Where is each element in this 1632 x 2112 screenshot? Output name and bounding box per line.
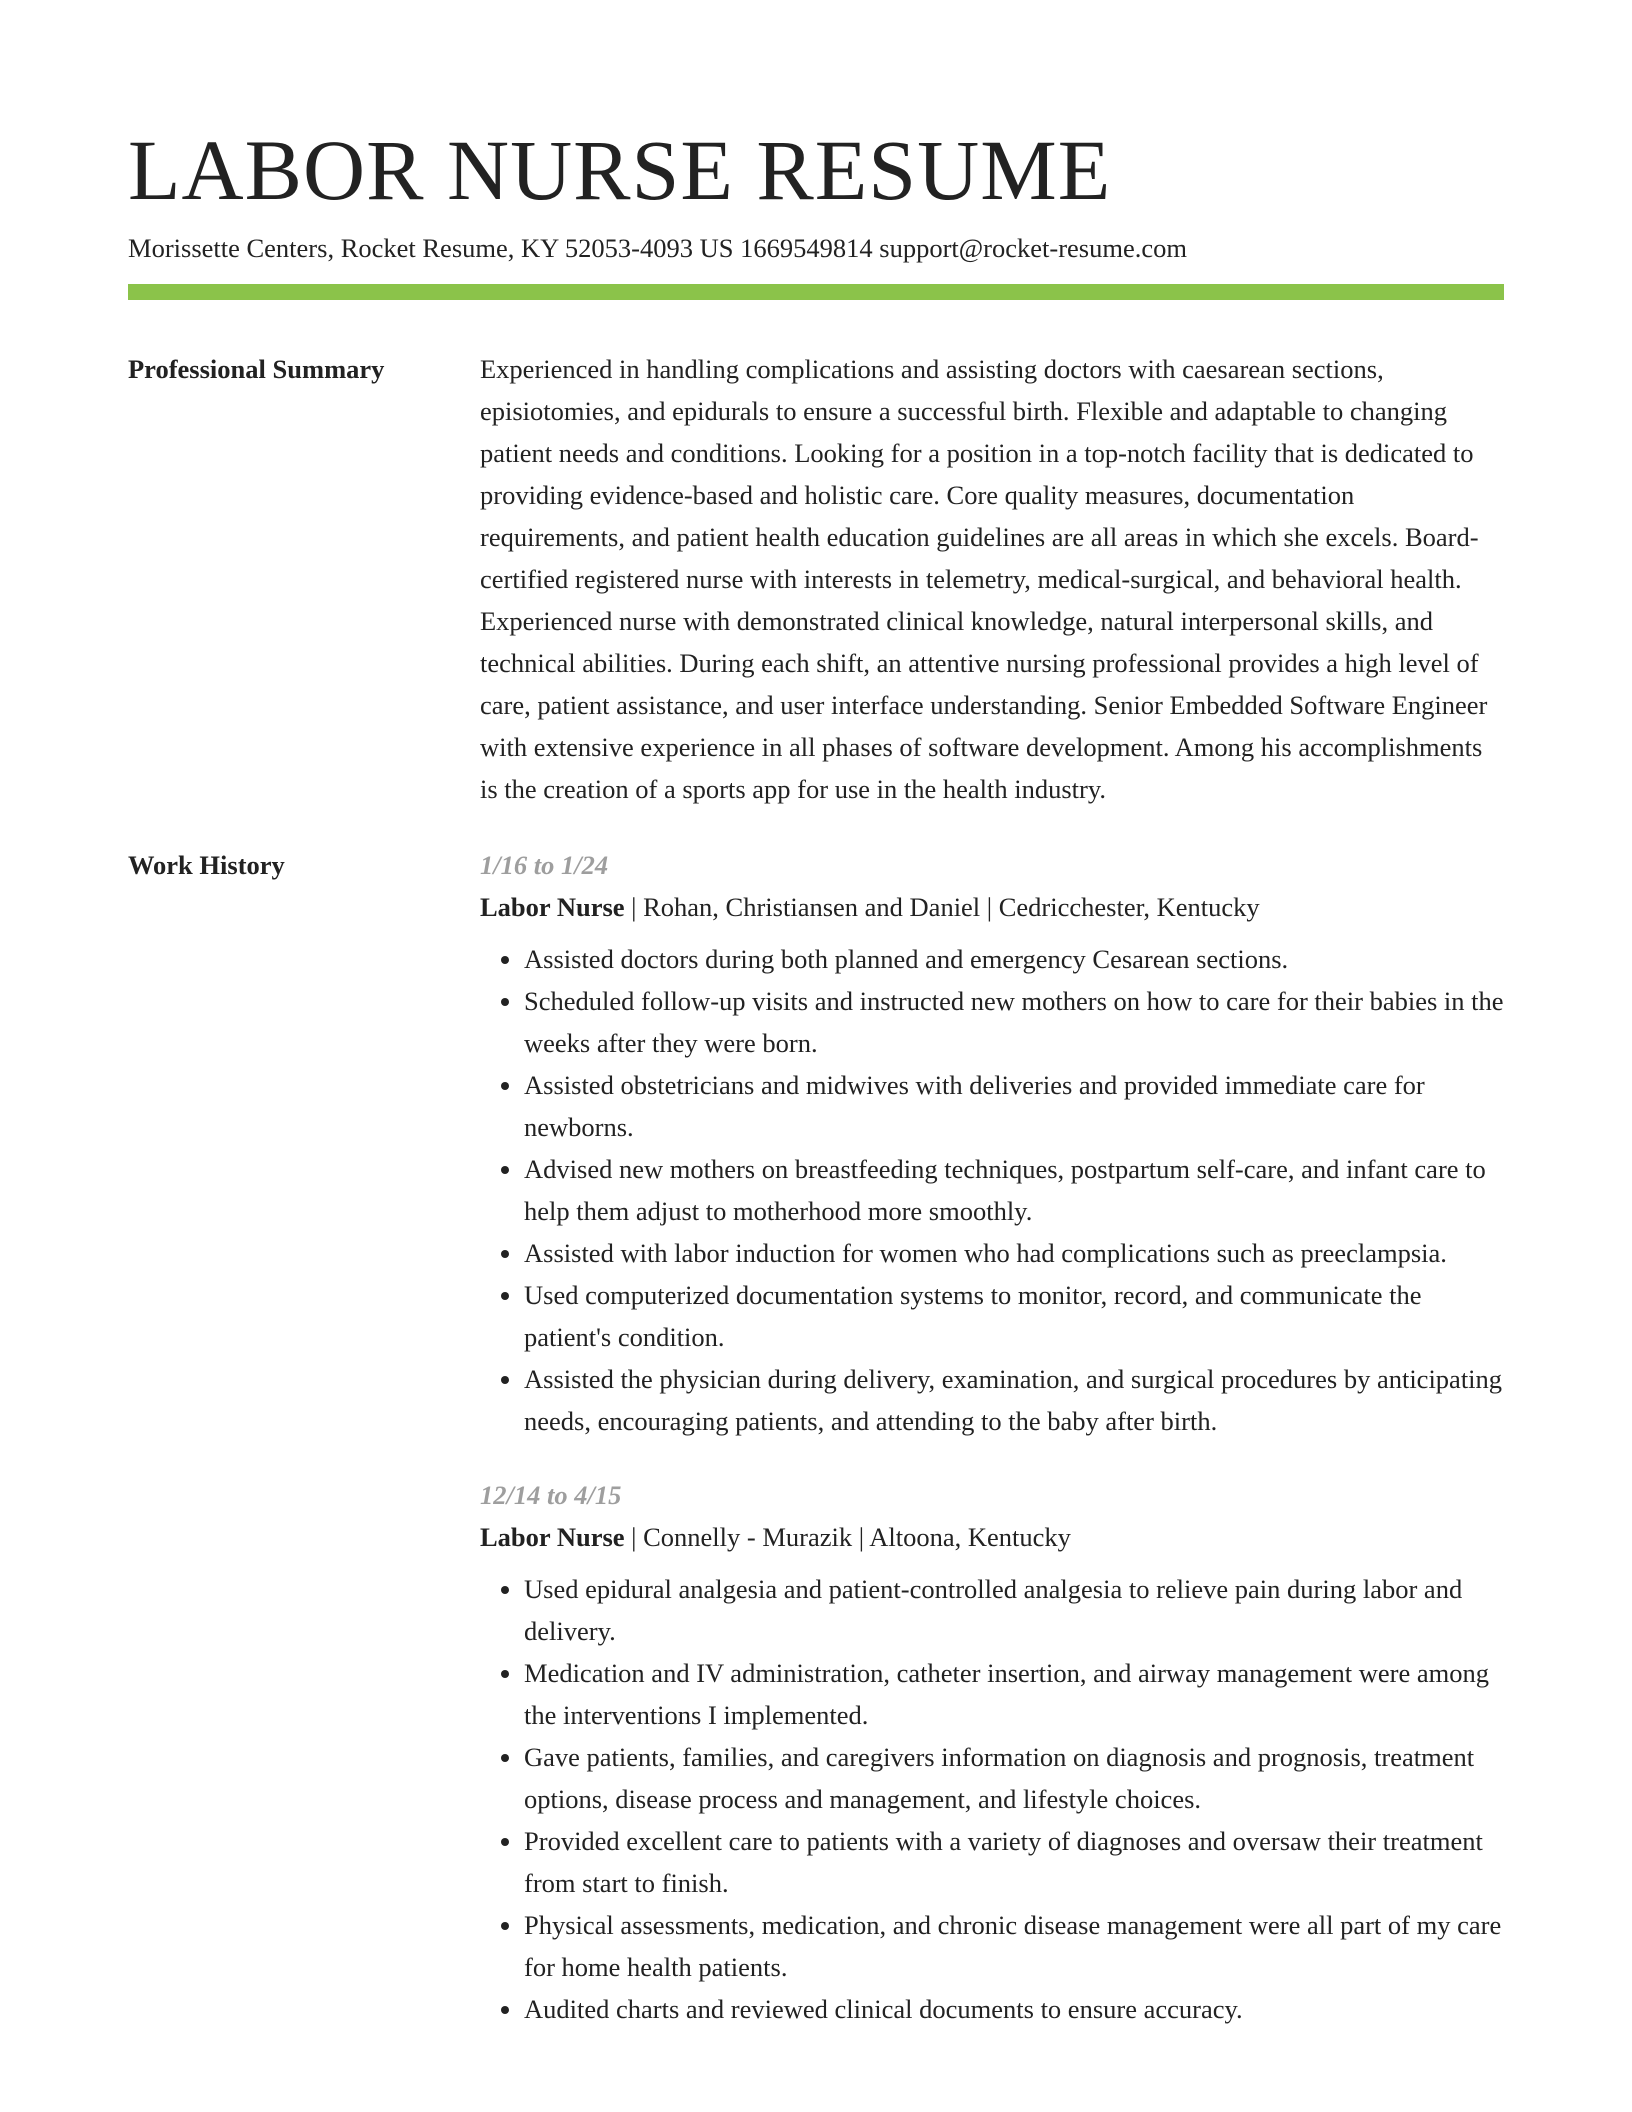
job-entry [480, 844, 1504, 1442]
job-bullet: • Medication and IV administration, catheter insertion, and airway management were among the interventions I implemented. [524, 1652, 1504, 1736]
job-dates: 1/16 to 1/24 [480, 850, 609, 880]
accent-divider [128, 284, 1504, 300]
job-details: | Connelly - Murazik | Altoona, Kentucky [624, 1522, 1071, 1552]
job-bullet: • Used epidural analgesia and patient-controlled analgesia to relieve pain during labor and delivery. [524, 1568, 1504, 1652]
section-heading: Professional Summary [128, 354, 385, 384]
job-bullet: • Audited charts and reviewed clinical documents to ensure accuracy. [524, 1988, 1504, 2030]
resume-title: LABOR NURSE RESUME [128, 122, 1112, 218]
resume-page [128, 0, 1504, 2030]
job-details: | Rohan, Christiansen and Daniel | Cedricchester, Kentucky [624, 892, 1260, 922]
job-bullet: • Advised new mothers on breastfeeding techniques, postpartum self-care, and infant care to help them adjust to motherhood more smoothly. [524, 1148, 1504, 1232]
job-title: Labor Nurse [480, 892, 625, 922]
job-bullet: • Assisted doctors during both planned and emergency Cesarean sections. [524, 938, 1504, 980]
job-bullet: • Gave patients, families, and caregivers information on diagnosis and prognosis, treatment options, disease process and management, and lifestyle choices. [524, 1736, 1504, 1820]
section-body [480, 844, 1504, 2030]
job-dates: 12/14 to 4/15 [480, 1480, 622, 1510]
job-title: Labor Nurse [480, 1522, 625, 1552]
job-bullet: • Assisted the physician during delivery, examination, and surgical procedures by anticipating needs, encouraging patients, and attending to the baby after birth. [524, 1358, 1504, 1442]
professional-summary-section [128, 351, 1504, 810]
job-bullet: • Assisted obstetricians and midwives with deliveries and provided immediate care for newborns. [524, 1064, 1504, 1148]
job-bullet-list [480, 938, 1504, 1442]
job-bullet-list [480, 1568, 1504, 2030]
job-bullet: • Scheduled follow-up visits and instructed new mothers on how to care for their babies in the weeks after they were born. [524, 980, 1504, 1064]
job-entry [480, 1474, 1504, 2030]
job-bullet: • Used computerized documentation systems to monitor, record, and communicate the patient's condition. [524, 1274, 1504, 1358]
contact-line: Morissette Centers, Rocket Resume, KY 52053-4093 US 1669549814 support@rocket-resume.com [128, 233, 1187, 263]
summary-text: Experienced in handling complications and assisting doctors with caesarean sections, episiotomies, and epidurals to ensure a successful birth. Flexible and adaptable to changing patient needs and conditions. Looking for a position in a top-notch facility that is dedicated to providing evidence-based and holistic care. Core quality measures, documentation requirements, and patient health education guidelines are all areas in which she excels. Board-certified registered nurse with interests in telemetry, medical-surgical, and behavioral health. Experienced nurse with demonstrated clinical knowledge, natural interpersonal skills, and technical abilities. During each shift, an attentive nursing professional provides a high level of care, patient assistance, and user interface understanding. Senior Embedded Software Engineer with extensive experience in all phases of software development. Among his accomplishments is the creation of a sports app for use in the health industry. [480, 354, 1488, 804]
job-bullet: • Provided excellent care to patients with a variety of diagnoses and oversaw their treatment from start to finish. [524, 1820, 1504, 1904]
job-title-line [480, 1516, 1504, 1558]
work-history-section [128, 847, 1504, 2030]
section-body [480, 348, 1504, 810]
job-title-line [480, 886, 1504, 928]
job-bullet: • Assisted with labor induction for women who had complications such as preeclampsia. [524, 1232, 1504, 1274]
section-heading: Work History [128, 850, 285, 880]
job-bullet: • Physical assessments, medication, and chronic disease management were all part of my care for home health patients. [524, 1904, 1504, 1988]
